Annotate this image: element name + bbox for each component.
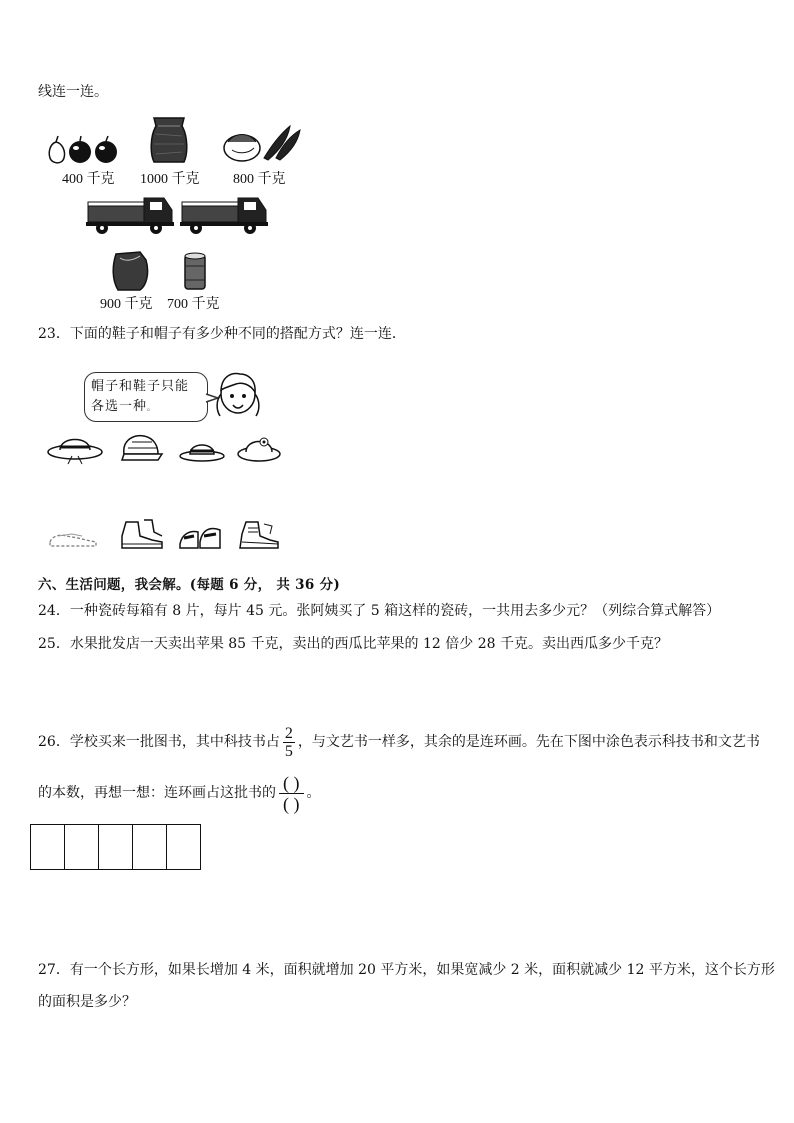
q23-question: 23．下面的鞋子和帽子有多少种不同的搭配方式？连一连． — [38, 326, 406, 342]
q26-answer-fraction[interactable] — [279, 773, 304, 814]
sun-hat-icon — [46, 430, 104, 464]
q26-fraction-numerator: 2 — [284, 724, 293, 742]
q26-suffix: ，与文艺书一样多，其余的是连环画。先在下图中涂色表示科技书和文艺书 — [297, 734, 760, 750]
boot-icon — [118, 518, 166, 552]
grid-cell[interactable] — [166, 824, 201, 870]
sandal-icon — [176, 518, 224, 552]
q26-fraction-denominator: 5 — [284, 742, 293, 760]
q26-line-1 — [38, 722, 760, 762]
bubble-line-2: 各选一种。 — [91, 399, 157, 414]
sack-icon — [148, 114, 190, 164]
bag-weight-label: 900 千克 — [100, 297, 153, 312]
fruit-icon — [46, 134, 122, 166]
q26-line-2 — [38, 770, 321, 816]
q25-question: 25．水果批发店一天卖出苹果 85 千克，卖出的西瓜比苹果的 12 倍少 28 千克。卖出西瓜多少千克？ — [38, 636, 668, 652]
girl-icon — [212, 366, 264, 422]
fruit-weight-label: 400 千克 — [62, 172, 115, 187]
q26-coloring-grid — [30, 824, 201, 870]
truck-icon — [180, 192, 268, 236]
grid-cell[interactable] — [64, 824, 99, 870]
q26-prefix: 26．学校买来一批图书，其中科技书占 — [38, 734, 280, 750]
bubble-line-1: 帽子和鞋子只能 — [91, 379, 190, 394]
sneaker-icon — [48, 526, 100, 550]
q26-line2-suffix: 。 — [306, 785, 321, 801]
q26-answer-numerator-blank[interactable]: ( ) — [279, 773, 304, 794]
q27-line-1: 27．有一个长方形，如果长增加 4 米，面积就增加 20 平方米，如果宽减少 2 米，面积就减少 12 平方米，这个长方形 — [38, 962, 775, 978]
q26-line2-prefix: 的本数，再想一想：连环画占这批书的 — [38, 785, 276, 801]
q22-tail-text: 线连一连。 — [38, 84, 108, 100]
grid-cell[interactable] — [132, 824, 167, 870]
cap-icon — [118, 432, 164, 464]
bag-icon — [110, 250, 150, 292]
fedora-icon — [178, 438, 226, 464]
section-six-title: 六、生活问题，我会解。(每题 6 分， 共 36 分) — [38, 577, 341, 593]
q27-line-2: 的面积是多少？ — [38, 994, 136, 1010]
flower-hat-icon — [236, 432, 282, 464]
can-weight-label: 700 千克 — [167, 297, 220, 312]
can-icon — [182, 252, 208, 292]
high-top-shoe-icon — [236, 520, 280, 552]
grid-cell[interactable] — [98, 824, 133, 870]
truck-icon — [86, 192, 174, 236]
vegetables-weight-label: 800 千克 — [233, 172, 286, 187]
q26-fraction — [283, 725, 295, 760]
vegetables-icon — [220, 122, 304, 164]
q26-answer-denominator-blank[interactable]: ( ) — [283, 793, 300, 814]
sack-weight-label: 1000 千克 — [140, 172, 200, 187]
grid-cell[interactable] — [30, 824, 65, 870]
speech-bubble — [84, 372, 208, 422]
q24-question: 24．一种瓷砖每箱有 8 片，每片 45 元。张阿姨买了 5 箱这样的瓷砖，一共用去多少元？（列综合算式解答） — [38, 603, 721, 619]
